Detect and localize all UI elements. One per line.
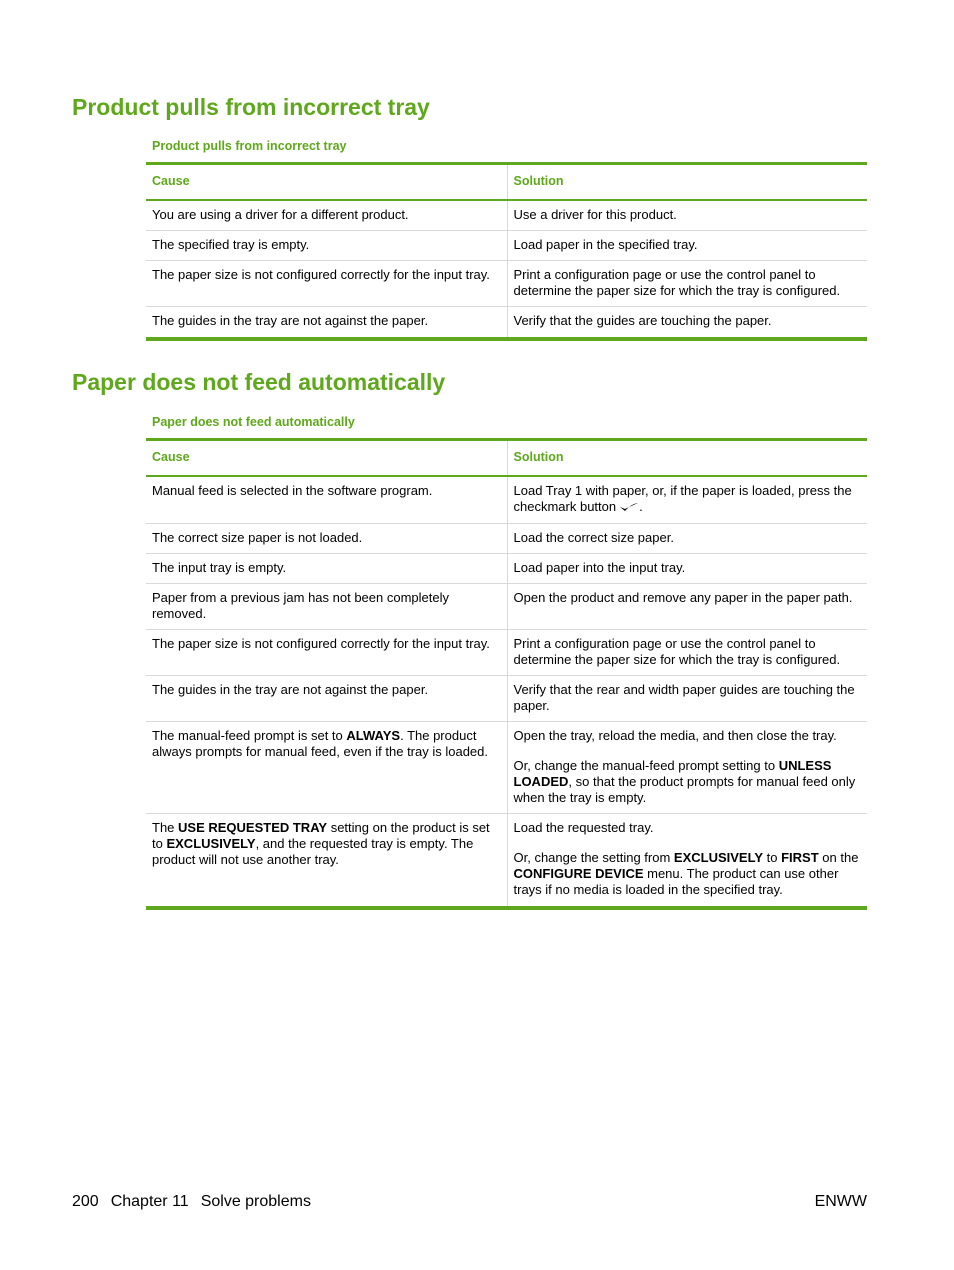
solution-text: Or, change the setting from [513, 849, 674, 865]
table-incorrect-tray [146, 162, 867, 341]
solution-cell [507, 476, 867, 523]
cause-cell: The specified tray is empty. [146, 231, 507, 261]
table-header-row [146, 164, 867, 201]
solution-cell: Open the product and remove any paper in the paper path. [507, 583, 867, 629]
solution-text: menu. The product can use other trays if no media is loaded in the specified tray. [513, 865, 839, 897]
table-row [146, 307, 867, 340]
solution-paragraph [514, 758, 862, 806]
cause-text: setting on the product is set to [152, 819, 490, 851]
cause-text: The manual-feed prompt is set to [152, 727, 347, 743]
cause-cell: The input tray is empty. [146, 553, 507, 583]
page-number: 200 [72, 1193, 99, 1210]
solution-cell: Print a configuration page or use the control panel to determine the paper size for which the tray is configured. [507, 629, 867, 675]
solution-text: Or, change the manual-feed prompt setting to [513, 757, 779, 773]
table-caption-incorrect-tray: Product pulls from incorrect tray [152, 139, 347, 153]
column-header-solution: Solution [507, 440, 867, 477]
cause-cell: The guides in the tray are not against the paper. [146, 675, 507, 721]
solution-cell: Load the correct size paper. [507, 523, 867, 553]
solution-text: Load Tray 1 with paper, or, if the paper is loaded, press the checkmark button [513, 483, 852, 514]
page-footer-left [72, 1193, 311, 1211]
solution-paragraph: Load the requested tray. [513, 819, 654, 835]
table-row [146, 200, 867, 231]
setting-value: FIRST [781, 849, 819, 865]
section-heading-incorrect-tray: Product pulls from incorrect tray [72, 94, 430, 120]
table-header-row [146, 440, 867, 477]
cause-text: . The product always prompts for manual feed, even if the tray is loaded. [152, 727, 489, 759]
cause-cell [146, 813, 507, 908]
solution-cell: Print a configuration page or use the control panel to determine the paper size for which the tray is configured. [507, 261, 867, 307]
table-row [146, 261, 867, 307]
chapter-label: Chapter 11 [110, 1193, 189, 1210]
cause-text: , and the requested tray is empty. The product will not use another tray. [152, 835, 474, 867]
table-feed-automatically [146, 438, 867, 910]
section-heading-feed-automatically: Paper does not feed automatically [72, 369, 446, 395]
table-row [146, 675, 867, 721]
table-row [146, 629, 867, 675]
menu-name: CONFIGURE DEVICE [513, 865, 644, 881]
solution-cell: Load paper in the specified tray. [507, 231, 867, 261]
table-caption-feed-automatically: Paper does not feed automatically [152, 415, 355, 429]
cause-cell: Manual feed is selected in the software program. [146, 476, 507, 523]
table-row [146, 813, 867, 908]
table-row [146, 476, 867, 523]
cause-cell: You are using a driver for a different product. [146, 200, 507, 231]
solution-text: on the [818, 849, 859, 865]
page-footer-code: ENWW [814, 1193, 867, 1210]
cause-text: The [152, 819, 179, 835]
setting-value: EXCLUSIVELY [673, 849, 764, 865]
chapter-title: Solve problems [200, 1193, 311, 1210]
column-header-cause: Cause [146, 164, 507, 201]
column-header-cause: Cause [146, 440, 507, 477]
cause-cell [146, 721, 507, 813]
solution-paragraph [514, 850, 862, 898]
setting-name: USE REQUESTED TRAY [178, 819, 328, 835]
cause-cell: The paper size is not configured correctly for the input tray. [146, 261, 507, 307]
table-row [146, 523, 867, 553]
table-row [146, 583, 867, 629]
cause-cell: Paper from a previous jam has not been completely removed. [146, 583, 507, 629]
solution-cell: Load paper into the input tray. [507, 553, 867, 583]
table-row [146, 553, 867, 583]
solution-paragraph: Open the tray, reload the media, and then close the tray. [513, 727, 837, 743]
setting-value: ALWAYS [346, 727, 401, 743]
solution-cell: Verify that the guides are touching the paper. [507, 307, 867, 340]
setting-value: EXCLUSIVELY [166, 835, 256, 851]
cause-cell: The correct size paper is not loaded. [146, 523, 507, 553]
solution-text: , so that the product prompts for manual feed only when the tray is empty. [513, 773, 856, 805]
column-header-solution: Solution [507, 164, 867, 201]
solution-cell [507, 813, 867, 908]
solution-cell [507, 721, 867, 813]
solution-cell: Verify that the rear and width paper guides are touching the paper. [507, 675, 867, 721]
solution-text: to [763, 849, 782, 865]
cause-cell: The paper size is not configured correctly for the input tray. [146, 629, 507, 675]
checkmark-icon [619, 500, 639, 516]
table-row [146, 231, 867, 261]
solution-text: . [639, 499, 643, 514]
table-row [146, 721, 867, 813]
setting-value: UNLESS LOADED [513, 757, 832, 789]
solution-cell: Use a driver for this product. [507, 200, 867, 231]
cause-cell: The guides in the tray are not against the paper. [146, 307, 507, 340]
